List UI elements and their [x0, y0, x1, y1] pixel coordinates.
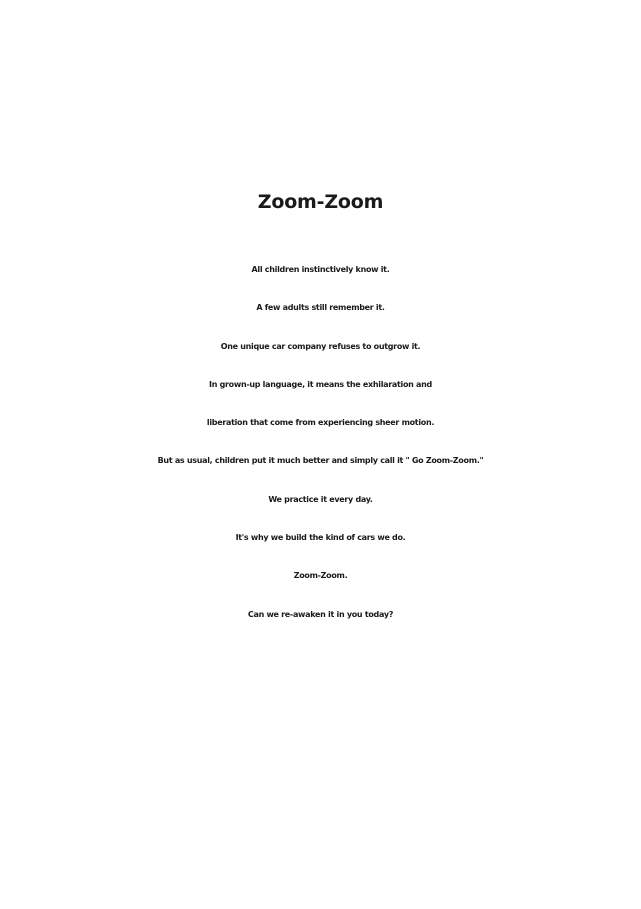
page-title: Zoom-Zoom [257, 191, 384, 213]
text-line: In grown-up language, it means the exhilaration and [209, 379, 432, 389]
text-line: But as usual, children put it much better and simply call it " Go Zoom-Zoom." [157, 456, 484, 466]
text-line: Can we re-awaken it in you today? [247, 609, 394, 619]
text-line: All children instinctively know it. [251, 265, 390, 274]
text-line: One unique car company refuses to outgrow it. [220, 341, 421, 351]
text-line: We practice it every day. [268, 494, 373, 504]
text-line: Zoom-Zoom. [293, 571, 348, 581]
text-line: liberation that come from experiencing sheer motion. [206, 418, 435, 428]
text-line: It's why we build the kind of cars we do. [235, 533, 406, 543]
body-text [0, 258, 641, 641]
text-line: A few adults still remember it. [256, 303, 385, 313]
